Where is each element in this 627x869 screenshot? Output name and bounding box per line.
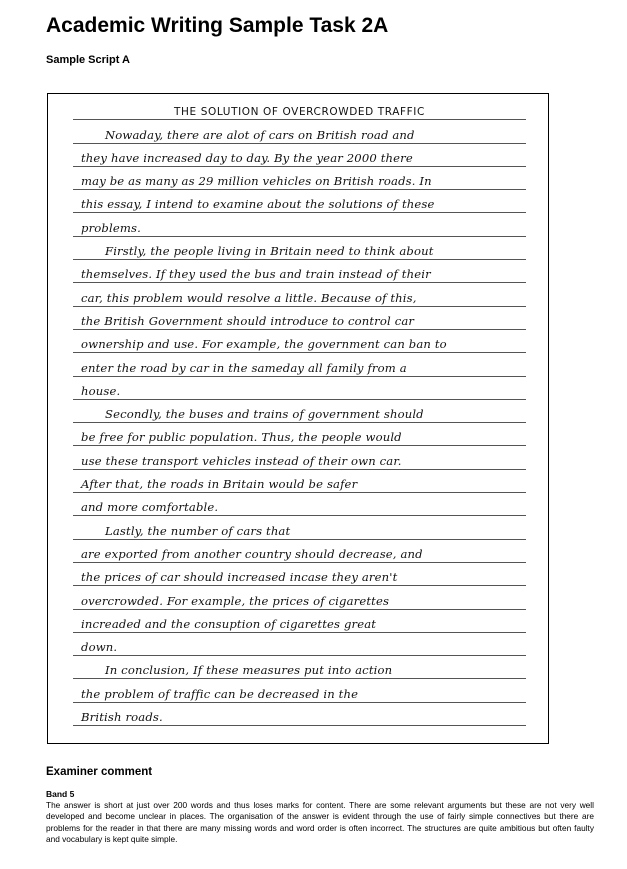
script-line <box>73 493 526 516</box>
script-line-text: After that, the roads in Britain would be safer <box>81 477 358 492</box>
script-line <box>73 633 526 656</box>
script-line <box>73 237 526 260</box>
script-line-text: Firstly, the people living in Britain need to think about <box>105 244 434 259</box>
script-line <box>73 144 526 167</box>
script-line-text: ownership and use. For example, the government can ban to <box>81 337 447 352</box>
script-line <box>73 307 526 330</box>
script-heading-line <box>73 97 526 120</box>
script-line <box>73 470 526 493</box>
script-subtitle: Sample Script A <box>46 54 130 66</box>
script-line-text: overcrowded. For example, the prices of cigarettes <box>81 593 390 608</box>
script-lines <box>73 97 526 726</box>
script-heading: THE SOLUTION OF OVERCROWDED TRAFFIC <box>174 106 425 119</box>
script-line-text: the prices of car should increased incase they aren't <box>81 570 398 585</box>
script-line-text: house. <box>81 383 121 398</box>
script-line <box>73 423 526 446</box>
script-line-text: this essay, I intend to examine about the solutions of these <box>81 197 435 212</box>
script-line <box>73 656 526 679</box>
script-line <box>73 213 526 236</box>
script-line <box>73 330 526 353</box>
script-line <box>73 260 526 283</box>
script-line <box>73 516 526 539</box>
handwritten-script-box <box>47 93 549 744</box>
script-line <box>73 283 526 306</box>
script-line <box>73 353 526 376</box>
script-line <box>73 703 526 726</box>
page-title: Academic Writing Sample Task 2A <box>46 14 389 37</box>
script-line-text: the problem of traffic can be decreased in the <box>81 686 359 701</box>
band-score: Band 5 <box>46 789 75 799</box>
script-line-text: Nowaday, there are alot of cars on British road and <box>105 127 415 142</box>
script-line <box>73 563 526 586</box>
script-line-text: Lastly, the number of cars that <box>105 523 291 538</box>
examiner-comment-text: The answer is short at just over 200 words and thus loses marks for content. There are some relevant arguments but these are not very well developed and become unclear in places. The organisation of the answer is evident through the use of fairly simple connectives but there are problems for the reader in that there are many missing words and word order is often incorrect. The structures are quite ambitious but often faulty and vocabulary is kept quite simple. <box>46 800 594 844</box>
script-line-text: be free for public population. Thus, the people would <box>81 430 402 445</box>
script-line-text: Secondly, the buses and trains of government should <box>105 407 424 422</box>
script-line <box>73 610 526 633</box>
script-line <box>73 120 526 143</box>
script-line <box>73 540 526 563</box>
script-line <box>73 586 526 609</box>
script-line-text: are exported from another country should decrease, and <box>81 546 423 561</box>
script-line-text: use these transport vehicles instead of their own car. <box>81 453 402 468</box>
script-line-text: increaded and the consuption of cigarettes great <box>81 616 377 631</box>
script-line <box>73 377 526 400</box>
script-line-text: they have increased day to day. By the year 2000 there <box>81 150 413 165</box>
script-line <box>73 190 526 213</box>
script-line-text: may be as many as 29 million vehicles on British roads. In <box>81 174 432 189</box>
script-line-text: themselves. If they used the bus and train instead of their <box>81 267 431 282</box>
script-line <box>73 446 526 469</box>
script-line-text: British roads. <box>81 710 163 725</box>
script-line <box>73 400 526 423</box>
script-line-text: down. <box>81 640 118 655</box>
script-line <box>73 167 526 190</box>
examiner-comment-heading: Examiner comment <box>46 766 153 778</box>
script-line-text: enter the road by car in the sameday all family from a <box>81 360 407 375</box>
script-line <box>73 679 526 702</box>
script-line-text: the British Government should introduce to control car <box>81 313 415 328</box>
script-line-text: In conclusion, If these measures put into action <box>105 663 393 678</box>
script-line-text: car, this problem would resolve a little. Because of this, <box>81 290 417 305</box>
script-line-text: and more comfortable. <box>81 500 219 515</box>
script-line-text: problems. <box>81 220 141 235</box>
